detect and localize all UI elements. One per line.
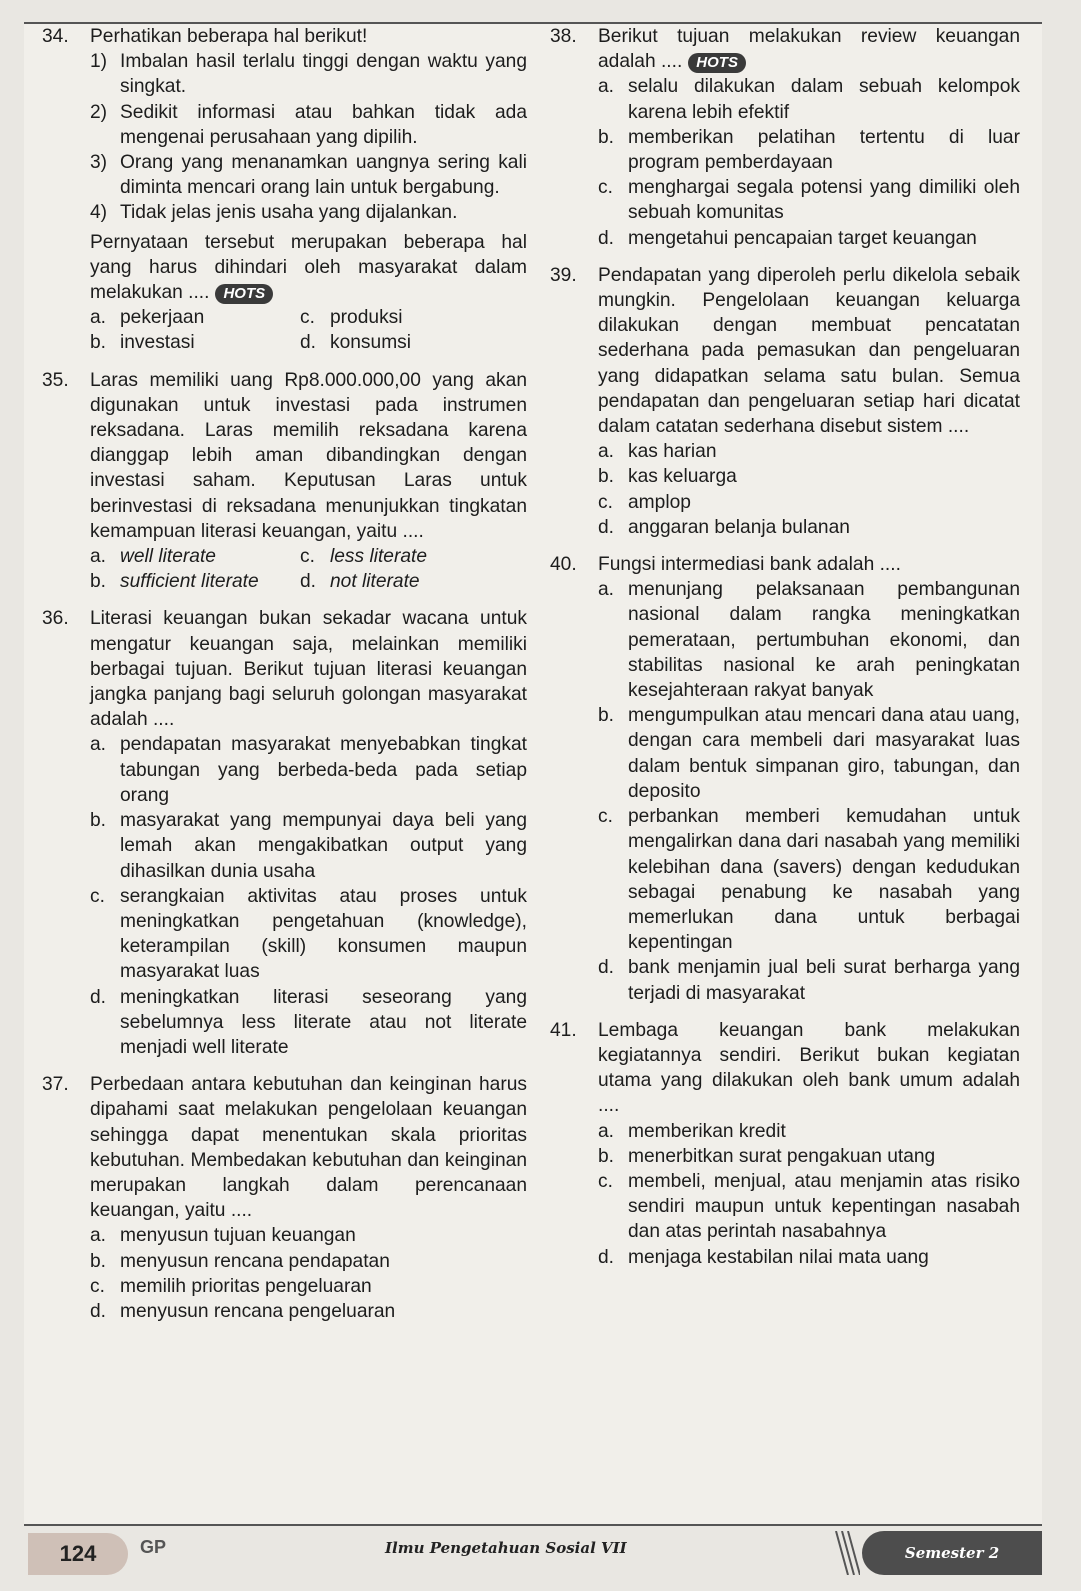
option-a[interactable]: a. memberikan kredit [598,1120,786,1142]
option-a[interactable]: a. kas harian [598,441,717,463]
question-36 [42,606,527,1060]
option-d[interactable]: d. menjaga kestabilan nilai mata uang [598,1246,929,1268]
option-b[interactable]: b. mengumpulkan atau mencari dana atau uang, dengan cara membeli dari masyarakat luas dalam bentuk simpanan giro, tabungan, dan deposito [598,705,1020,802]
option-b[interactable]: b. masyarakat yang mempunyai daya beli yang lemah akan mengakibatkan output yang dihasilkan dunia usaha [90,810,527,882]
option-d[interactable]: d. anggaran belanja bulanan [598,516,850,538]
option-d[interactable]: d. mengetahui pencapaian target keuangan [598,227,977,249]
right-column [550,24,1020,1282]
question-stem: Pendapatan yang diperoleh perlu dikelola sebaik mungkin. Pengelolaan keuangan keluarga dilakukan dengan membuat pencatatan sederhana pada pemasukan dan pengeluaran yang didapatkan selama satu bulan. Semua pendapatan dan pengeluaran setiap hari dicatat dalam catatan sederhana disebut sistem .... [598,264,1020,438]
option-a[interactable]: a. pendapatan masyarakat menyebabkan tingkat tabungan yang berbeda-beda pada setiap orang [90,734,527,806]
question-stem: Berikut tujuan melakukan review keuangan adalah .... HOTS [598,26,1020,73]
options [42,544,527,594]
option-a[interactable]: a. selalu dilakukan dalam sebuah kelompok karena lebih efektif [598,76,1020,123]
hots-badge: HOTS [215,284,273,304]
publisher-logo: GP [140,1537,167,1557]
option-b[interactable]: b. kas keluarga [598,466,737,488]
option-b[interactable]: b. investasi [90,332,195,354]
option-c[interactable]: c. serangkaian aktivitas atau proses untuk meningkatkan pengetahuan (knowledge), keterampilan (skill) konsumen maupun masyarakat luas [90,885,527,983]
list-item: 3) Orang yang menanamkan uangnya sering kali diminta mencari orang lain untuk bergabung. [90,152,527,199]
option-b[interactable]: b. menerbitkan surat pengakuan utang [598,1145,936,1167]
page-footer [0,1525,1081,1591]
question-stem: Perhatikan beberapa hal berikut! [90,26,368,47]
option-d[interactable]: d. konsumsi [300,332,412,354]
question-stem: Laras memiliki uang Rp8.000.000,00 yang akan digunakan untuk investasi pada instrumen reksadana. Laras memilih reksadana karena dianggap lebih aman dibandingkan dengan investasi saham. Keputusan Laras untuk berinvestasi di reksadana menunjukkan tingkatan kemampuan literasi keuangan, yaitu .... [90,369,527,542]
option-c[interactable]: c. perbankan memberi kemudahan untuk mengalirkan dana dari nasabah yang memiliki kelebihan dana (savers) dengan kedudukan sebagai penabung ke nasabah yang memerlukan dana untuk berbagai kepentingan [598,806,1020,954]
question-number: 35. [42,369,69,391]
question-number: 40. [550,554,577,576]
question-35 [42,368,527,595]
question-number: 34. [42,26,69,47]
question-stem: Literasi keuangan bukan sekadar wacana untuk mengatur keuangan saja, melainkan memiliki berbagai tujuan. Berikut tujuan literasi keuangan jangka panjang bagi seluruh golongan masyarakat adalah .... [90,608,527,731]
question-stem: Fungsi intermediasi bank adalah .... [598,554,901,576]
question-34 [42,24,527,356]
option-c[interactable]: c. menghargai segala potensi yang dimiliki oleh sebuah komunitas [598,177,1020,224]
question-38 [550,24,1020,251]
semester-badge: Semester 2 [862,1531,1042,1575]
option-c[interactable]: c. memilih prioritas pengeluaran [90,1275,372,1297]
option-a[interactable]: a. menyusun tujuan keuangan [90,1225,356,1247]
option-a[interactable]: a. pekerjaan [90,307,205,329]
option-d[interactable]: d. meningkatkan literasi seseorang yang sebelumnya less literate atau not literate menjadi well literate [90,986,527,1058]
option-b[interactable]: b. menyusun rencana pendapatan [90,1250,390,1272]
option-a[interactable]: a. well literate [90,546,216,568]
option-c[interactable]: c. less literate [300,546,428,568]
question-number: 37. [42,1074,69,1096]
question-41 [550,1018,1020,1270]
option-c[interactable]: c. produksi [300,307,403,329]
question-stem: Perbedaan antara kebutuhan dan keinginan harus dipahami saat melakukan pengelolaan keuangan sehingga dapat menentukan skala prioritas kebutuhan. Membedakan kebutuhan dan keinginan merupakan langkah dalam perencanaan keuangan, yaitu .... [90,1074,527,1222]
option-d[interactable]: d. not literate [300,571,420,593]
option-d[interactable]: d. bank menjamin jual beli surat berharga yang terjadi di masyarakat [598,957,1020,1004]
book-title: Ilmu Pengetahuan Sosial VII [385,1539,627,1557]
question-number: 38. [550,26,577,47]
option-d[interactable]: d. menyusun rencana pengeluaran [90,1300,396,1322]
option-b[interactable]: b. memberikan pelatihan tertentu di luar program pemberdayaan [598,126,1020,174]
decorative-stripes-icon [830,1531,860,1575]
options [42,305,527,355]
question-37 [42,1072,527,1324]
question-paragraph: Pernyataan tersebut merupakan beberapa hal yang harus dihindari oleh masyarakat dalam melakukan .... HOTS [90,231,527,304]
question-number: 41. [550,1019,577,1041]
option-b[interactable]: b. sufficient literate [90,571,259,593]
question-number: 39. [550,264,577,286]
question-39 [550,263,1020,540]
hots-badge: HOTS [688,53,746,73]
left-column [42,24,527,1336]
list-item: 1) Imbalan hasil terlalu tinggi dengan waktu yang singkat. [90,51,527,98]
option-c[interactable]: c. amplop [598,491,691,513]
option-a[interactable]: a. menunjang pelaksanaan pembangunan nasional dalam rangka meningkatkan pemerataan, pertumbuhan ekonomi, dan stabilitas nasional ke arah peningkatan kesejahteraan rakyat banyak [598,579,1020,702]
list-item: 4) Tidak jelas jenis usaha yang dijalankan. [90,202,458,224]
list-item: 2) Sedikit informasi atau bahkan tidak ada mengenai perusahaan yang dipilih. [90,101,527,148]
question-number: 36. [42,608,69,630]
page-number: 124 [28,1533,128,1575]
question-stem: Lembaga keuangan bank melakukan kegiatannya sendiri. Berikut bukan kegiatan utama yang dilakukan oleh bank umum adalah .... [598,1019,1020,1117]
question-40 [550,552,1020,1006]
option-c[interactable]: c. membeli, menjual, atau menjamin atas risiko sendiri maupun untuk kepentingan nasabah dan atas perintah nasabahnya [598,1170,1020,1243]
